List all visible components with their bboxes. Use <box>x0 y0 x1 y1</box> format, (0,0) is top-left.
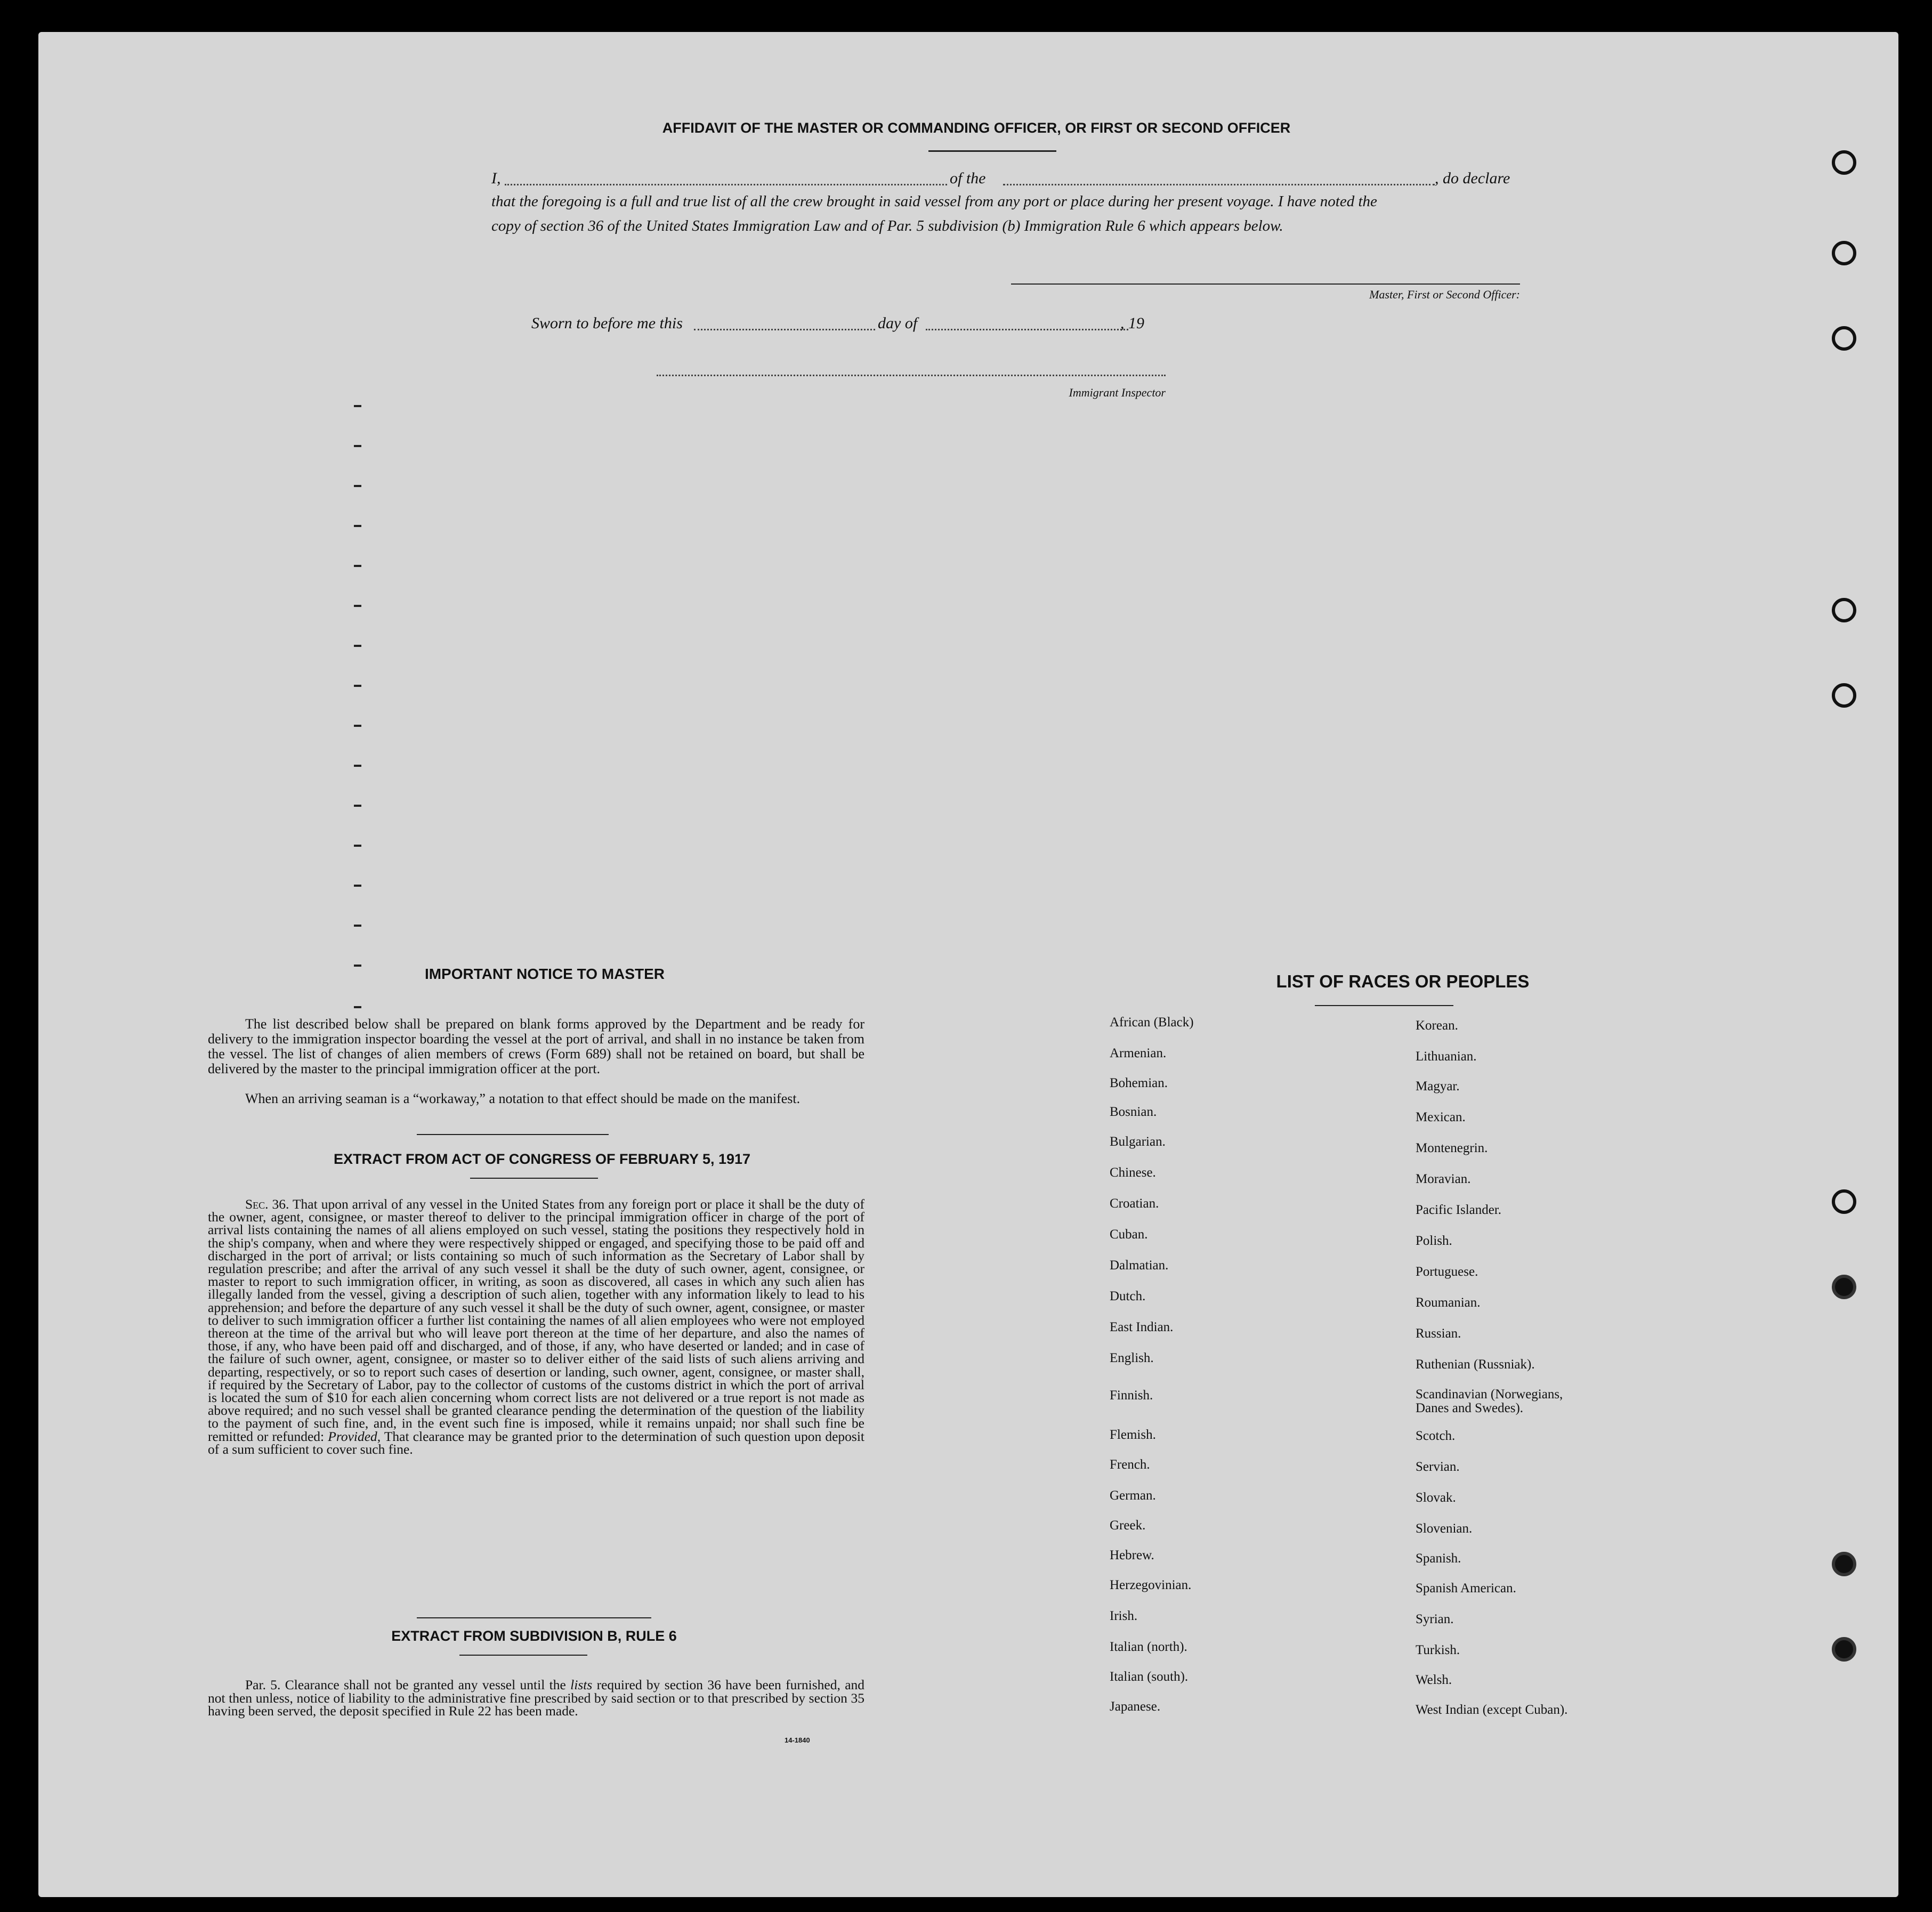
margin-mark <box>354 645 361 647</box>
race-item-left: Italian (south). <box>1110 1670 1189 1684</box>
race-item-right: Russian. <box>1416 1326 1461 1341</box>
race-item-left: Japanese. <box>1110 1699 1161 1714</box>
vessel-blank[interactable] <box>1003 184 1435 185</box>
race-item-left: Greek. <box>1110 1518 1146 1533</box>
affidavit-line-2: that the foregoing is a full and true list of all the crew brought in said vessel from any port or place during her present voyage. I have noted the <box>491 193 1377 210</box>
race-item-right: Spanish American. <box>1416 1581 1516 1595</box>
act-provided: Provided, <box>328 1428 381 1444</box>
race-item-left: Finnish. <box>1110 1388 1153 1403</box>
race-item-left: Hebrew. <box>1110 1548 1154 1562</box>
races-title-underline <box>1315 1005 1453 1006</box>
race-item-right: Pacific Islander. <box>1416 1203 1502 1217</box>
punch-hole <box>1832 1275 1856 1299</box>
race-item-left: Herzegovinian. <box>1110 1578 1192 1592</box>
act-body-text: That upon arrival of any vessel in the United States from any foreign port or place it shall be the duty of the owner, agent, consignee, or master thereof to deliver to the principal immigration officer in charge of the port of arrival lists containing the names of all aliens employed on such vessel, stating the positions they respectively hold in the ship's company, when and where they were respectively shipped or engaged, and specifying those to be paid off and discharged in the port of arrival; or lists containing so much of such information as the Secretary of Labor shall by regulation prescribe; and after the arrival of any such vessel it shall be the duty of such owner, agent, consignee, or master to report to such immigration officer, in writing, as soon as discovered, all cases in which any such alien has illegally landed from the vessel, giving a description of such alien, together with any information likely to lead to his apprehension; and before the departure of any such vessel it shall be the duty of such owner, agent, consignee, or master to deliver to such immigration officer a further list containing the names of all alien employees who were not employed thereon at the time of the arrival but who will leave port thereon at the time of her departure, and also the names of those, if any, who have been paid off and discharged, and of those, if any, who have deserted or landed; and in case of the failure of such owner, agent, consignee, or master so to deliver either of the said lists of such aliens arriving and departing, respectively, or so to report such cases of desertion or landing, such owner, agent, consignee, or master shall, if required by the Secretary of Labor, pay to the collector of customs of the customs district in which the port of arrival is located the sum of $10 for each alien concerning whom correct lists are not delivered or a true report is not made as above required; and no such vessel shall be granted clearance pending the determination of the question of the liability to the payment of such fine, and, in the event such fine is imposed, while it remains unpaid; nor shall such fine be remitted or refunded: <box>208 1196 864 1444</box>
race-item-right: Moravian. <box>1416 1172 1471 1186</box>
section-divider <box>417 1617 651 1618</box>
margin-mark <box>354 805 361 807</box>
notice-body-2-text: When an arriving seaman is a “workaway,” a notation to that effect should be made on the manifest. <box>245 1091 801 1106</box>
race-item-left: Flemish. <box>1110 1428 1156 1442</box>
margin-mark <box>354 925 361 927</box>
race-item-left: Cuban. <box>1110 1227 1148 1242</box>
affidavit-line-3: copy of section 36 of the United States Immigration Law and of Par. 5 subdivision (b) Immigration Rule 6 which appears below. <box>491 217 1283 234</box>
race-item-right: Syrian. <box>1416 1612 1454 1626</box>
race-item-right: Scotch. <box>1416 1429 1456 1443</box>
affidavit-declare-label: , do declare <box>1435 169 1510 187</box>
rule-body <box>208 1679 864 1718</box>
race-item-right: Slovenian. <box>1416 1521 1473 1536</box>
races-title: LIST OF RACES OR PEOPLES <box>1276 971 1530 991</box>
punch-hole <box>1832 598 1856 622</box>
race-item-right: Roumanian. <box>1416 1295 1481 1310</box>
act-body-end: That clearance may be granted prior to the determination of such question upon deposit of a sum sufficient to cover such fine. <box>208 1428 864 1457</box>
rule-title: EXTRACT FROM SUBDIVISION B, RULE 6 <box>391 1628 677 1644</box>
rule-body-b: required by section 36 have been furnished, and not then unless, notice of liability to the administrative fine prescribed by said section or to that prescribed by section 35 having been served, the deposit specified in Rule 22 has been made. <box>208 1677 865 1719</box>
race-item-right: Spanish. <box>1416 1551 1461 1566</box>
race-item-left: East Indian. <box>1110 1320 1174 1334</box>
margin-mark <box>354 605 361 607</box>
margin-mark <box>354 525 361 527</box>
act-body <box>208 1198 864 1456</box>
race-item-left: Italian (north). <box>1110 1640 1187 1654</box>
margin-mark <box>354 845 361 847</box>
race-item-right: Lithuanian. <box>1416 1049 1477 1064</box>
race-item-right: Turkish. <box>1416 1643 1460 1657</box>
notice-title: IMPORTANT NOTICE TO MASTER <box>424 966 665 982</box>
race-item-left: French. <box>1110 1457 1150 1472</box>
notice-body-text: The list described below shall be prepared on blank forms approved by the Department and be ready for delivery to the immigration inspector boarding the vessel at the port of arrival, and shall in no instance be taken from the vessel. The list of changes of alien members of crews (Form 689) shall not be retained on board, but shall be delivered by the master to the principal immigration officer at the port. <box>208 1016 864 1076</box>
race-item-right: Portuguese. <box>1416 1265 1478 1279</box>
margin-mark <box>354 685 361 687</box>
punch-hole <box>1832 150 1856 175</box>
race-item-left: Bulgarian. <box>1110 1135 1166 1149</box>
notice-body <box>208 1017 864 1076</box>
act-title: EXTRACT FROM ACT OF CONGRESS OF FEBRUARY 5, 1917 <box>333 1151 751 1167</box>
title-underline <box>928 150 1056 152</box>
race-item-right: Montenegrin. <box>1416 1141 1488 1155</box>
race-item-right: Slovak. <box>1416 1490 1456 1505</box>
document-sheet <box>38 32 1898 1897</box>
race-item-left: Dalmatian. <box>1110 1258 1169 1273</box>
year-label: , 19 <box>1120 314 1144 332</box>
margin-mark <box>354 965 361 967</box>
race-item-left: Bohemian. <box>1110 1076 1168 1090</box>
rule-body-a: Par. 5. Clearance shall not be granted any vessel until the <box>245 1677 566 1692</box>
form-number: 14-1840 <box>785 1736 810 1744</box>
punch-hole <box>1832 326 1856 351</box>
sworn-label: Sworn to before me this <box>531 314 683 332</box>
race-item-right: Magyar. <box>1416 1079 1460 1093</box>
affidavit-title: AFFIDAVIT OF THE MASTER OR COMMANDING OFFICER, OR FIRST OR SECOND OFFICER <box>662 120 1291 136</box>
punch-hole <box>1832 1189 1856 1214</box>
punch-hole <box>1832 1552 1856 1576</box>
margin-mark <box>354 565 361 567</box>
rule-title-underline <box>459 1655 587 1656</box>
sworn-month-blank[interactable] <box>926 329 1128 330</box>
name-blank[interactable] <box>505 184 947 185</box>
race-item-right: Ruthenian (Russniak). <box>1416 1357 1535 1372</box>
inspector-label: Immigrant Inspector <box>1069 386 1166 399</box>
race-item-left: German. <box>1110 1488 1156 1503</box>
signature-line[interactable] <box>1011 283 1520 285</box>
race-item-right: Servian. <box>1416 1460 1460 1474</box>
signature-label: Master, First or Second Officer: <box>1369 288 1520 301</box>
margin-mark <box>354 405 361 407</box>
inspector-signature-line[interactable] <box>657 375 1166 376</box>
margin-mark <box>354 725 361 727</box>
race-item-right: Scandinavian (Norwegians, Danes and Swedes). <box>1416 1387 1563 1415</box>
affidavit-of-the-label: of the <box>950 169 986 187</box>
race-item-left: Dutch. <box>1110 1289 1146 1303</box>
race-item-left: English. <box>1110 1351 1154 1365</box>
race-item-left: African (Black) <box>1110 1015 1194 1030</box>
race-item-left: Irish. <box>1110 1609 1138 1623</box>
margin-mark <box>354 885 361 887</box>
margin-mark <box>354 445 361 447</box>
race-item-right: Welsh. <box>1416 1673 1452 1687</box>
notice-body-2 <box>208 1091 864 1106</box>
race-item-right: Mexican. <box>1416 1110 1466 1124</box>
race-item-left: Bosnian. <box>1110 1105 1157 1119</box>
margin-mark <box>354 485 361 487</box>
rule-lists-word: lists <box>570 1677 593 1692</box>
margin-mark <box>354 765 361 767</box>
punch-hole <box>1832 683 1856 708</box>
race-item-right: Polish. <box>1416 1234 1452 1248</box>
race-item-right: West Indian (except Cuban). <box>1416 1703 1568 1717</box>
sworn-day-blank[interactable] <box>694 329 875 330</box>
punch-hole <box>1832 241 1856 265</box>
act-section-label: Sec. 36. <box>245 1196 289 1212</box>
punch-hole <box>1832 1637 1856 1662</box>
race-item-left: Croatian. <box>1110 1196 1159 1211</box>
affidavit-i-label: I, <box>491 169 501 187</box>
race-item-right: Korean. <box>1416 1018 1458 1033</box>
margin-mark <box>354 1006 361 1008</box>
day-of-label: day of <box>878 314 918 332</box>
act-title-underline <box>470 1178 598 1179</box>
race-item-left: Chinese. <box>1110 1165 1156 1180</box>
section-divider <box>417 1134 609 1135</box>
race-item-left: Armenian. <box>1110 1046 1167 1060</box>
